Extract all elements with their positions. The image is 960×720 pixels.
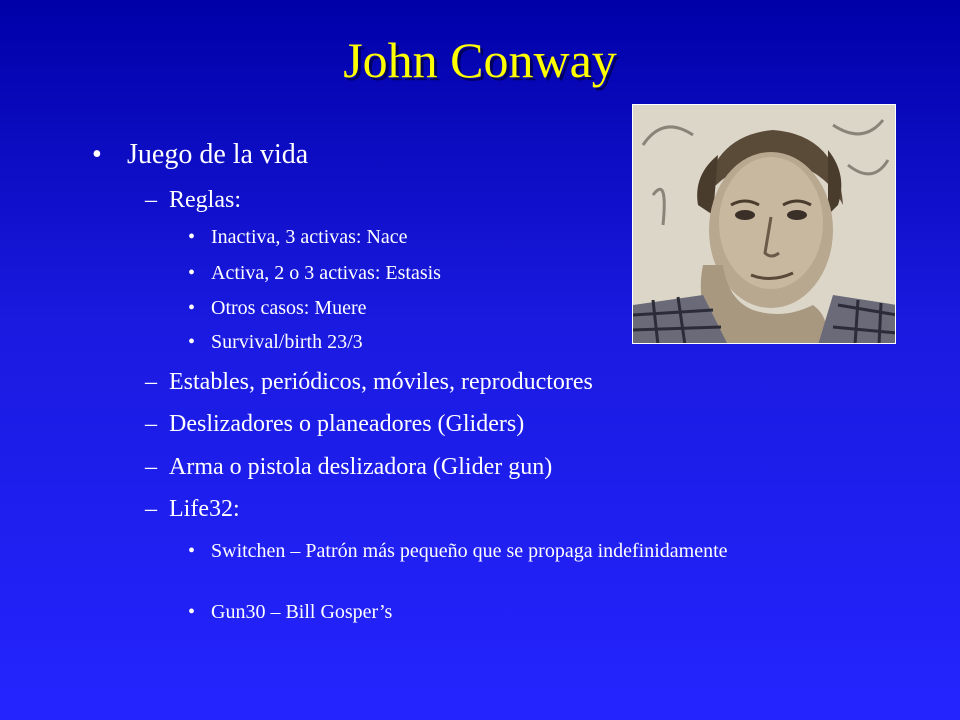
life32-item: Switchen – Patrón más pequeño que se propaga indefinidamente <box>211 540 728 562</box>
rule-item: Inactiva, 3 activas: Nace <box>211 226 408 248</box>
subheading-reglas: Reglas: <box>169 187 241 213</box>
dash-marker: – <box>145 369 157 395</box>
dash-marker: – <box>145 187 157 213</box>
portrait-illustration <box>633 105 896 344</box>
topic-item: Estables, periódicos, móviles, reproductores <box>169 369 593 395</box>
dot-marker: • <box>188 601 196 623</box>
subheading-life32: Life32: <box>169 496 240 522</box>
dot-marker: • <box>188 297 196 319</box>
slide-title: John Conway <box>343 32 617 88</box>
dot-marker: • <box>188 540 196 562</box>
dash-marker: – <box>145 411 157 437</box>
dash-marker: – <box>145 454 157 480</box>
topic-item: Deslizadores o planeadores (Gliders) <box>169 411 525 437</box>
dot-marker: • <box>188 262 196 284</box>
conway-portrait-photo <box>632 104 896 344</box>
rule-item: Survival/birth 23/3 <box>211 331 363 353</box>
dot-marker: • <box>188 331 196 353</box>
rule-item: Otros casos: Muere <box>211 297 367 319</box>
dot-marker: • <box>188 226 196 248</box>
topic-item: Arma o pistola deslizadora (Glider gun) <box>169 454 553 480</box>
bullet-juego-de-la-vida: Juego de la vida <box>127 139 309 170</box>
life32-item: Gun30 – Bill Gosper’s <box>211 601 393 623</box>
rule-item: Activa, 2 o 3 activas: Estasis <box>211 262 441 284</box>
bullet-marker: • <box>92 139 102 170</box>
dash-marker: – <box>145 496 157 522</box>
